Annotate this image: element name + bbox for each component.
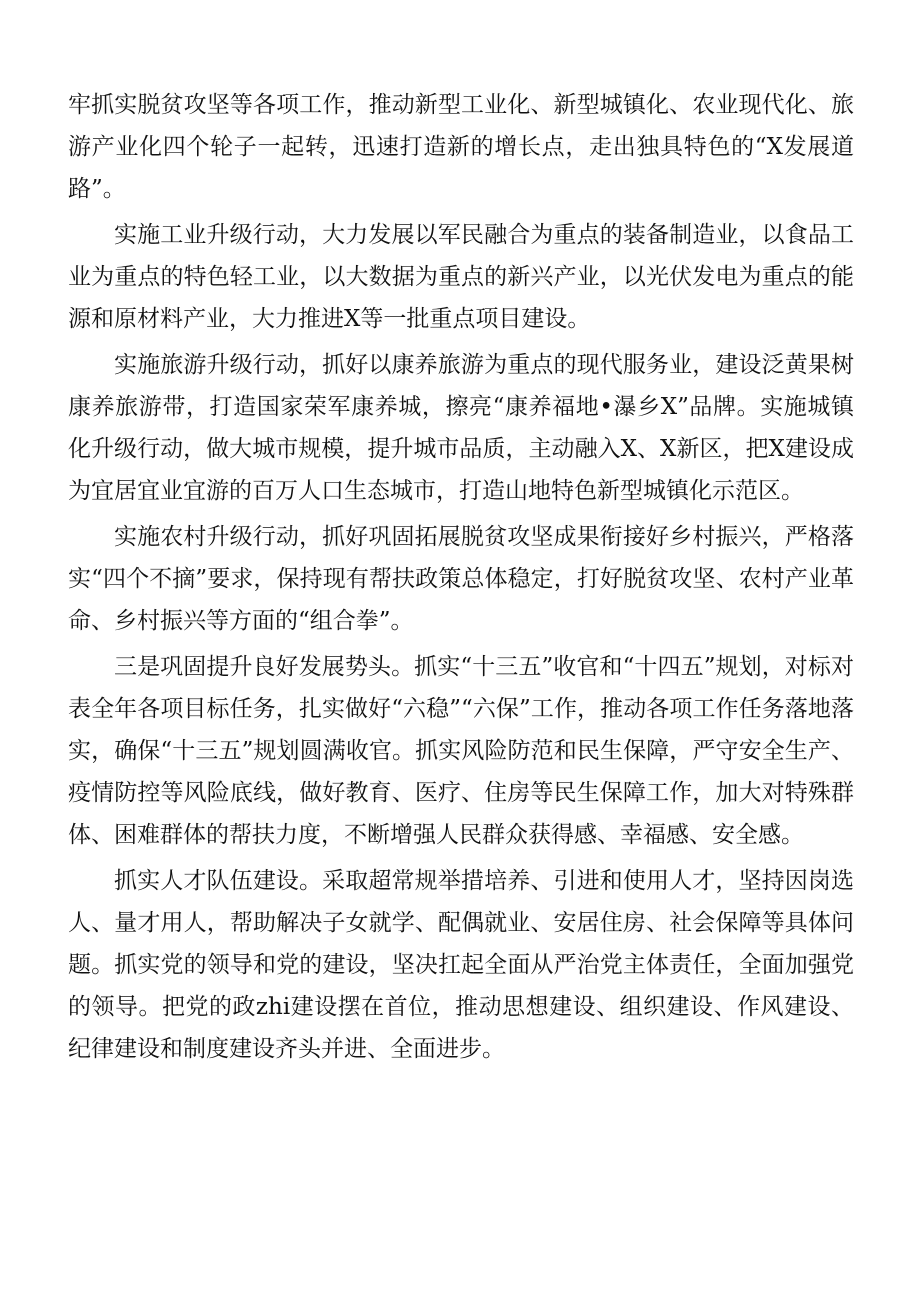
document-body <box>68 84 854 1074</box>
paragraph-5: 三是巩固提升良好发展势头。抓实“十三五”收官和“十四五”规划，对标对表全年各项目标任务，扎实做好“六稳”“六保”工作，推动各项工作任务落地落实，确保“十三五”规划圆满收官。抓实风险防范和民生保障，严守安全生产、疫情防控等风险底线，做好教育、医疗、住房等民生保障工作，加大对特殊群体、困难群体的帮扶力度，不断增强人民群众获得感、幸福感、安全感。 <box>68 654 854 848</box>
paragraph-6: 抓实人才队伍建设。采取超常规举措培养、引进和使用人才，坚持因岗选人、量才用人，帮助解决子女就学、配偶就业、安居住房、社会保障等具体问题。抓实党的领导和党的建设，坚决扛起全面从严治党主体责任，全面加强党的领导。把党的政zhi建设摆在首位，推动思想建设、组织建设、作风建设、纪律建设和制度建设齐头并进、全面进步。 <box>68 868 854 1062</box>
paragraph-1: 牢抓实脱贫攻坚等各项工作，推动新型工业化、新型城镇化、农业现代化、旅游产业化四个轮子一起转，迅速打造新的增长点，走出独具特色的“X发展道路”。 <box>68 92 854 202</box>
paragraph-3: 实施旅游升级行动，抓好以康养旅游为重点的现代服务业，建设泛黄果树康养旅游带，打造国家荣军康养城，擦亮“康养福地•瀑乡X”品牌。实施城镇化升级行动，做大城市规模，提升城市品质，主动融入X、X新区，把X建设成为宜居宜业宜游的百万人口生态城市，打造山地特色新型城镇化示范区。 <box>68 352 854 504</box>
paragraph-2: 实施工业升级行动，大力发展以军民融合为重点的装备制造业，以食品工业为重点的特色轻工业，以大数据为重点的新兴产业，以光伏发电为重点的能源和原材料产业，大力推进X等一批重点项目建设。 <box>68 222 854 332</box>
paragraph-4: 实施农村升级行动，抓好巩固拓展脱贫攻坚成果衔接好乡村振兴，严格落实“四个不摘”要求，保持现有帮扶政策总体稳定，打好脱贫攻坚、农村产业革命、乡村振兴等方面的“组合拳”。 <box>68 524 854 634</box>
